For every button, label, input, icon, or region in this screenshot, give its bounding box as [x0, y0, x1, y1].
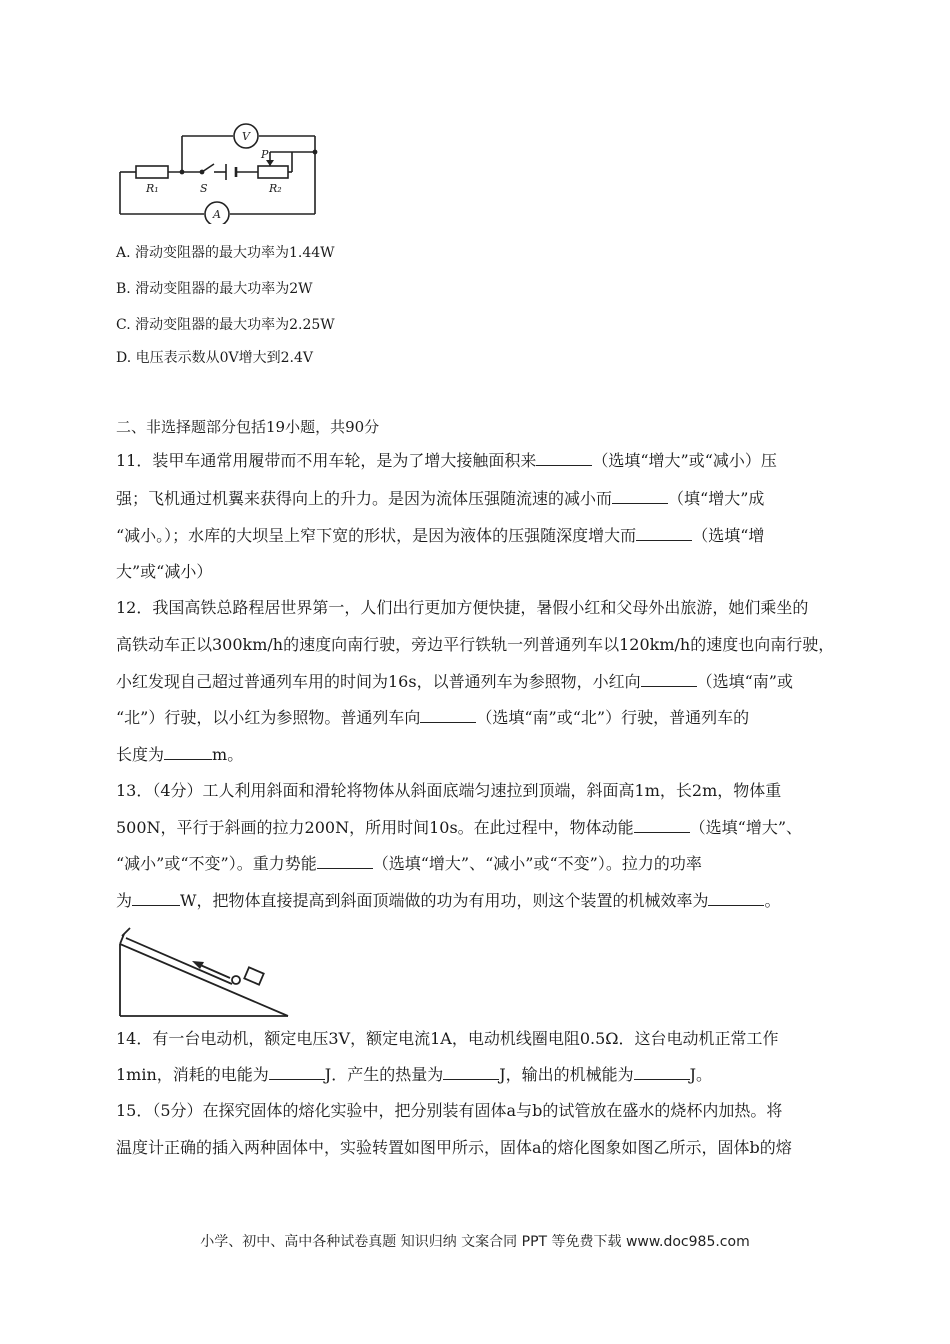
- option-a: A. 滑动变阻器的最大功率为1.44W: [116, 245, 335, 261]
- q13-line-4: 为 W，把物体直接提高到斜面顶端做的功为有用功，则这个装置的机械效率为 。: [116, 891, 781, 910]
- incline-diagram: [112, 926, 292, 1022]
- option-c: C. 滑动变阻器的最大功率为2.25W: [116, 317, 335, 333]
- section-title: 二、非选择题部分包括19小题，共90分: [116, 418, 380, 436]
- q12-line-1: 12．我国高铁总路程居世界第一，人们出行更加方便快捷，暑假小红和父母外出旅游，她们乘坐的: [116, 598, 809, 617]
- q11-line-3: “减小。）；水库的大坝呈上窄下宽的形状，是因为液体的压强随深度增大而 （选填“增: [116, 526, 765, 545]
- q14-line-1: 14．有一台电动机，额定电压3V，额定电流1A，电动机线圈电阻0.5Ω．这台电动机正常工作: [116, 1029, 779, 1048]
- q12-line-3: 小红发现自己超过普通列车用的时间为16s，以普通列车为参照物，小红向 （选填“南”或: [116, 672, 793, 691]
- q11-line-4: 大”或“减小）: [116, 562, 213, 581]
- option-d: D. 电压表示数从0V增大到2.4V: [116, 350, 314, 366]
- ammeter-label: A: [213, 208, 221, 221]
- slider-label: P: [261, 148, 269, 161]
- q13-line-1: 13．（4分）工人利用斜面和滑轮将物体从斜面底端匀速拉到顶端，斜面高1m，长2m，物体重: [116, 781, 782, 800]
- q12-line-2: 高铁动车正以300km/h的速度向南行驶，旁边平行铁轨一列普通列车以120km/h的速度也向南行驶，: [116, 635, 835, 654]
- q12-line-4: “北”）行驶，以小红为参照物。普通列车向 （选填“南”或“北”）行驶，普通列车的: [116, 708, 750, 727]
- q13-line-2: 500N，平行于斜画的拉力200N，所用时间10s。在此过程中，物体动能 （选填“增大”、: [116, 818, 803, 837]
- r1-label: R₁: [146, 182, 159, 195]
- option-b: B. 滑动变阻器的最大功率为2W: [116, 281, 313, 297]
- q12-line-5: 长度为 m。: [116, 745, 244, 764]
- circuit-diagram: [112, 122, 324, 224]
- q15-line-1: 15．（5分）在探究固体的熔化实验中，把分别装有固体a与b的试管放在盛水的烧杯内加热。将: [116, 1101, 783, 1120]
- switch-label: S: [200, 182, 208, 195]
- q13-line-3: “减小”或“不变”）。重力势能 （选填“增大”、“减小”或“不变”）。拉力的功率: [116, 854, 702, 873]
- q11-line-2: 强；飞机通过机翼来获得向上的升力。是因为流体压强随流速的减小而 （填“增大”成: [116, 489, 765, 508]
- q11-line-1: 11．装甲车通常用履带而不用车轮，是为了增大接触面积来 （选填“增大”或“减小）压: [116, 451, 777, 470]
- q14-line-2: 1min，消耗的电能为 J．产生的热量为 J，输出的机械能为 J。: [116, 1065, 713, 1084]
- r2-label: R₂: [269, 182, 282, 195]
- page-footer: 小学、初中、高中各种试卷真题 知识归纳 文案合同 PPT 等免费下载 www.doc985.com: [200, 1234, 750, 1250]
- q15-line-2: 温度计正确的插入两种固体中，实验转置如图甲所示，固体a的熔化图象如图乙所示，固体b的熔: [116, 1138, 792, 1157]
- voltmeter-label: V: [242, 130, 250, 143]
